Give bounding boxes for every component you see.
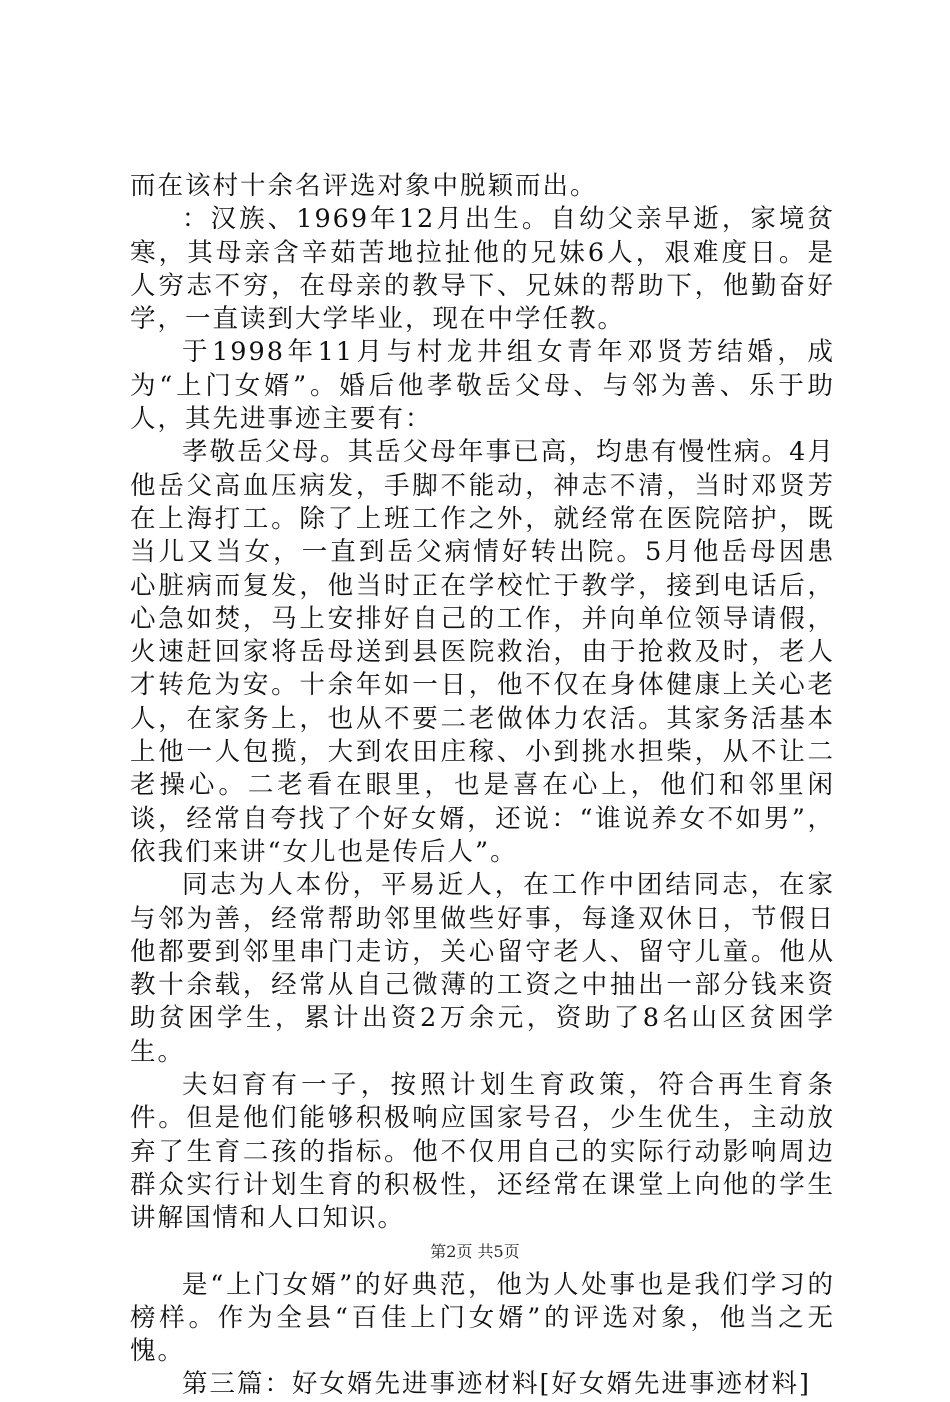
document-body xyxy=(130,170,835,1402)
page-footer: 第2页 共5页 xyxy=(430,1242,520,1261)
paragraph-continuation: 而在该村十余名评选对象中脱颖而出。 xyxy=(130,171,598,201)
paragraph-neighbors: 同志为人本份，平易近人，在工作中团结同志，在家与邻为善，经常帮助邻里做些好事，每逢双休日，节假日他都要到邻里串门走访，关心留守老人、留守儿童。他从教十余载，经常从自己微薄的工资之中抽出一部分钱来资助贫困学生，累计出资2万余元，资助了8名山区贫困学生。 xyxy=(130,870,835,1067)
paragraph-family-planning: 夫妇育有一子，按照计划生育政策，符合再生育条件。但是他们能够积极响应国家号召，少生优生，主动放弃了生育二孩的指标。他不仅用自己的实际行动影响周边群众实行计划生育的积极性，还经常在课堂上向他的学生讲解国情和人口知识。 xyxy=(130,1070,835,1234)
paragraph-marriage: 于1998年11月与村龙井组女青年邓贤芳结婚，成为“上门女婿”。婚后他孝敬岳父母、与邻为善、乐于助人，其先进事迹主要有： xyxy=(130,337,835,435)
paragraph-filial-piety: 孝敬岳父母。其岳父母年事已高，均患有慢性病。4月他岳父高血压病发，手脚不能动，神志不清，当时邓贤芳在上海打工。除了上班工作之外，就经常在医院陪护，既当儿又当女，一直到岳父病情好转出院。5月他岳母因患心脏病而复发，他当时正在学校忙于教学，接到电话后，心急如焚，马上安排好自己的工作，并向单位领导请假，火速赶回家将岳母送到县医院救治，由于抢救及时，老人才转危为安。十余年如一日，他不仅在身体健康上关心老人，在家务上，也从不要二老做体力农活。其家务活基本上他一人包揽，大到农田庄稼、小到挑水担柴，从不让二老操心。二老看在眼里，也是喜在心上，他们和邻里闲谈，经常自夸找了个好女婿，还说：“谁说养女不如男”，依我们来讲“女儿也是传后人”。 xyxy=(130,437,835,867)
section-heading-part-three: 第三篇：好女婿先进事迹材料[好女婿先进事迹材料] xyxy=(182,1369,811,1400)
paragraph-biography: ：汉族、1969年12月出生。自幼父亲早逝，家境贫寒，其母亲含辛茹苦地拉扯他的兄妹6人，艰难度日。是人穷志不穷，在母亲的教导下、兄妹的帮助下，他勤奋好学，一直读到大学毕业，现在中学任教。 xyxy=(130,204,835,335)
paragraph-conclusion: 是“上门女婿”的好典范，他为人处事也是我们学习的榜样。作为全县“百佳上门女婿”的评选对象，他当之无愧。 xyxy=(130,1269,835,1367)
